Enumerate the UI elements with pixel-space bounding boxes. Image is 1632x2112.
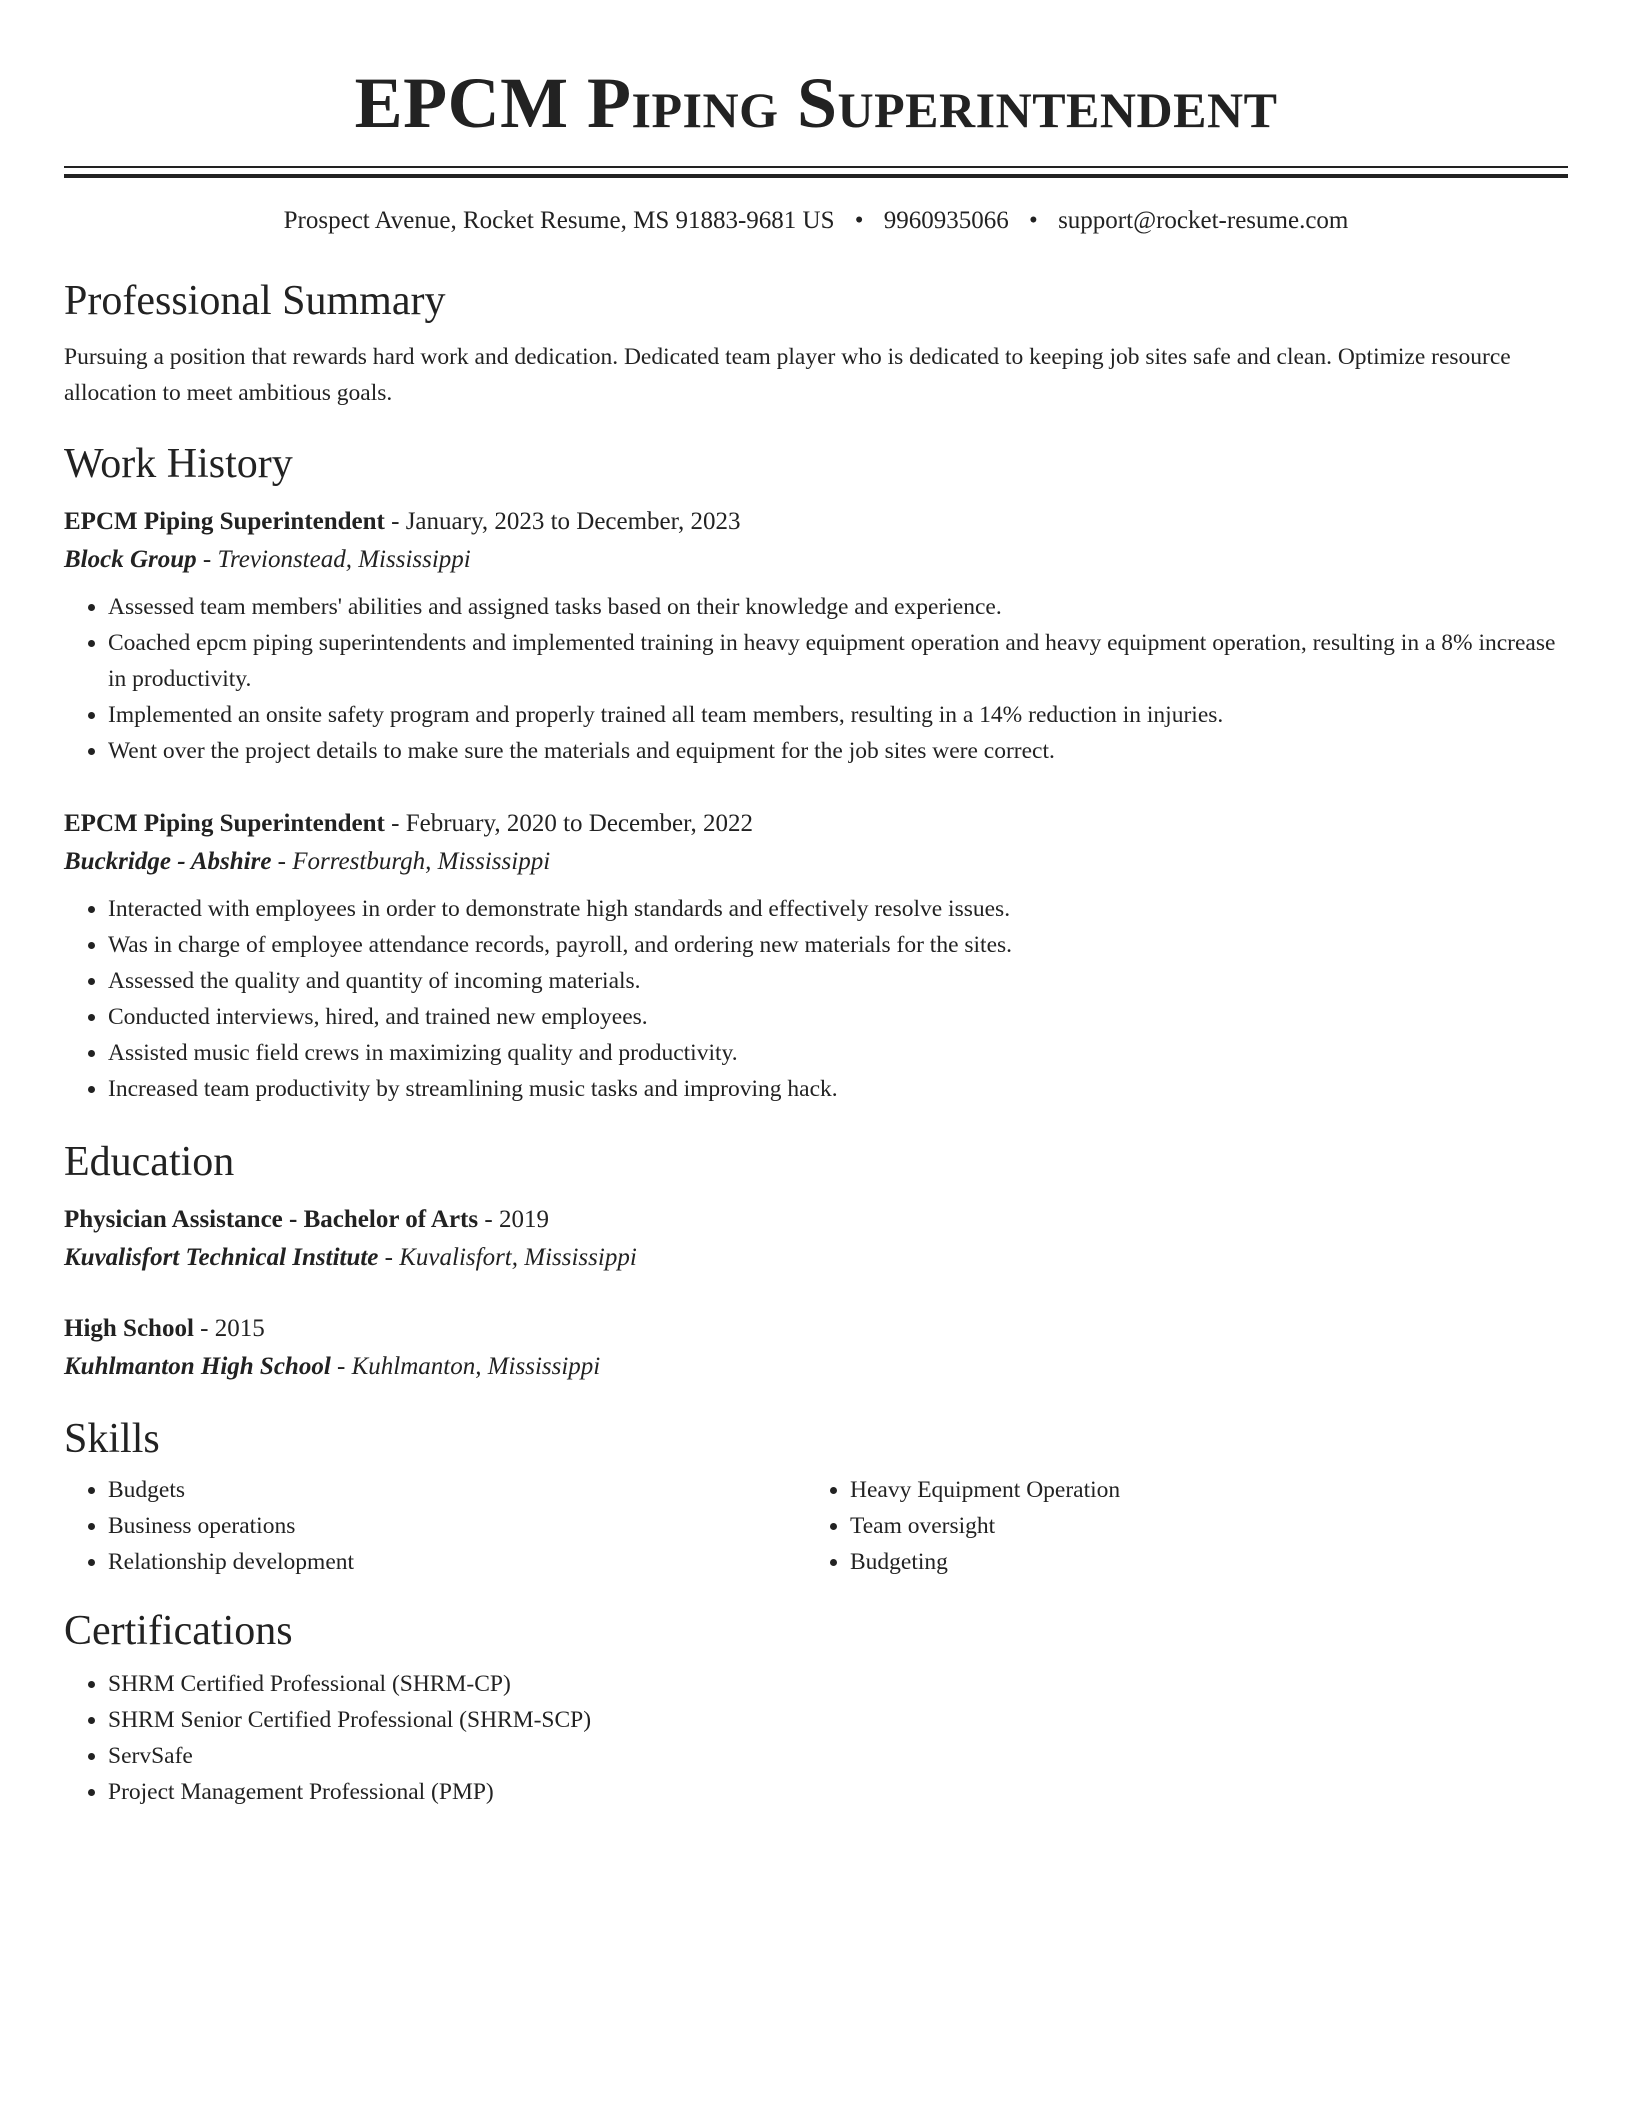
job-bullet: • Interacted with employees in order to demonstrate high standards and effectively resolve issues. (108, 891, 1568, 927)
job-dates: - January, 2023 to December, 2023 (384, 508, 741, 535)
job-position: EPCM Piping Superintendent (64, 508, 385, 535)
candidate-name: EPCM Piping Superintendent (354, 63, 1278, 143)
job-company: Buckridge - Abshire (64, 848, 272, 875)
job-location: - Trevionstead, Mississippi (196, 546, 471, 573)
job-bullet-list (64, 891, 1568, 1107)
certification-item: • SHRM Senior Certified Professional (SHRM-SCP) (108, 1702, 1568, 1738)
certification-item: • SHRM Certified Professional (SHRM-CP) (108, 1666, 1568, 1702)
header-divider-thick (64, 174, 1568, 178)
skill-item: • Budgets (108, 1472, 806, 1508)
education-school: Kuhlmanton High School (64, 1353, 331, 1380)
section-title-summary: Professional Summary (64, 278, 446, 324)
education-year: - 2015 (193, 1315, 265, 1342)
education-school-line (64, 1348, 1568, 1386)
job-position: EPCM Piping Superintendent (64, 810, 385, 837)
contact-separator: • (854, 207, 864, 234)
job-bullet: • Assessed the quality and quantity of incoming materials. (108, 963, 1568, 999)
resume-page (64, 0, 1568, 1810)
section-title-education: Education (64, 1139, 235, 1185)
job-location: - Forrestburgh, Mississippi (271, 848, 551, 875)
certification-item: • Project Management Professional (PMP) (108, 1774, 1568, 1810)
job-bullet: • Implemented an onsite safety program and properly trained all team members, resulting in a 14% reduction in injuries. (108, 697, 1568, 733)
certification-item: • ServSafe (108, 1738, 1568, 1774)
education-year: - 2019 (478, 1206, 549, 1233)
skill-item: • Business operations (108, 1508, 806, 1544)
education-location: - Kuhlmanton, Mississippi (330, 1353, 601, 1380)
education-heading (64, 1201, 1568, 1239)
contact-line (64, 206, 1568, 236)
contact-email: support@rocket-resume.com (1058, 207, 1349, 234)
job-bullet: • Assessed team members' abilities and assigned tasks based on their knowledge and experience. (108, 589, 1568, 625)
skills-grid (64, 1472, 1568, 1580)
skills-list-right (806, 1472, 1548, 1580)
job-bullet: • Increased team productivity by streamlining music tasks and improving hack. (108, 1071, 1568, 1107)
section-title-certifications: Certifications (64, 1608, 293, 1654)
job-bullet: • Coached epcm piping superintendents and implemented training in heavy equipment operation and heavy equipment operation, resulting in a 8% increase in productivity. (108, 625, 1568, 697)
section-title-skills: Skills (64, 1416, 160, 1462)
job-bullet: • Assisted music field crews in maximizing quality and productivity. (108, 1035, 1568, 1071)
education-entry (64, 1201, 1568, 1277)
job-heading (64, 805, 1568, 843)
job-entry (64, 503, 1568, 769)
job-entry (64, 805, 1568, 1107)
section-title-work-history: Work History (64, 441, 293, 487)
job-dates: - February, 2020 to December, 2022 (384, 810, 753, 837)
certifications-list (64, 1666, 1568, 1810)
education-school-line (64, 1239, 1568, 1277)
job-bullet: • Conducted interviews, hired, and trained new employees. (108, 999, 1568, 1035)
job-bullet: • Was in charge of employee attendance records, payroll, and ordering new materials for the sites. (108, 927, 1568, 963)
contact-address: Prospect Avenue, Rocket Resume, MS 91883-9681 US (283, 207, 835, 234)
job-company-line (64, 541, 1568, 579)
education-location: - Kuvalisfort, Mississippi (378, 1244, 637, 1271)
job-company-line (64, 843, 1568, 881)
skill-item: • Relationship development (108, 1544, 806, 1580)
job-bullet: • Went over the project details to make sure the materials and equipment for the job sites were correct. (108, 733, 1568, 769)
education-school: Kuvalisfort Technical Institute (64, 1244, 379, 1271)
education-degree: High School (64, 1315, 194, 1342)
job-bullet-list (64, 589, 1568, 769)
contact-phone: 9960935066 (883, 207, 1009, 234)
contact-separator: • (1029, 207, 1038, 234)
skill-item: • Heavy Equipment Operation (850, 1472, 1548, 1508)
header-divider-thin (64, 166, 1568, 168)
skills-list-left (64, 1472, 806, 1580)
job-company: Block Group (64, 546, 197, 573)
skill-item: • Budgeting (850, 1544, 1548, 1580)
education-heading (64, 1310, 1568, 1348)
education-entry (64, 1310, 1568, 1386)
job-heading (64, 503, 1568, 541)
skill-item: • Team oversight (850, 1508, 1548, 1544)
summary-text: Pursuing a position that rewards hard work and dedication. Dedicated team player who is dedicated to keeping job sites safe and clean. Optimize resource allocation to meet ambitious goals. (64, 344, 1511, 406)
education-degree: Physician Assistance - Bachelor of Arts (64, 1206, 479, 1233)
